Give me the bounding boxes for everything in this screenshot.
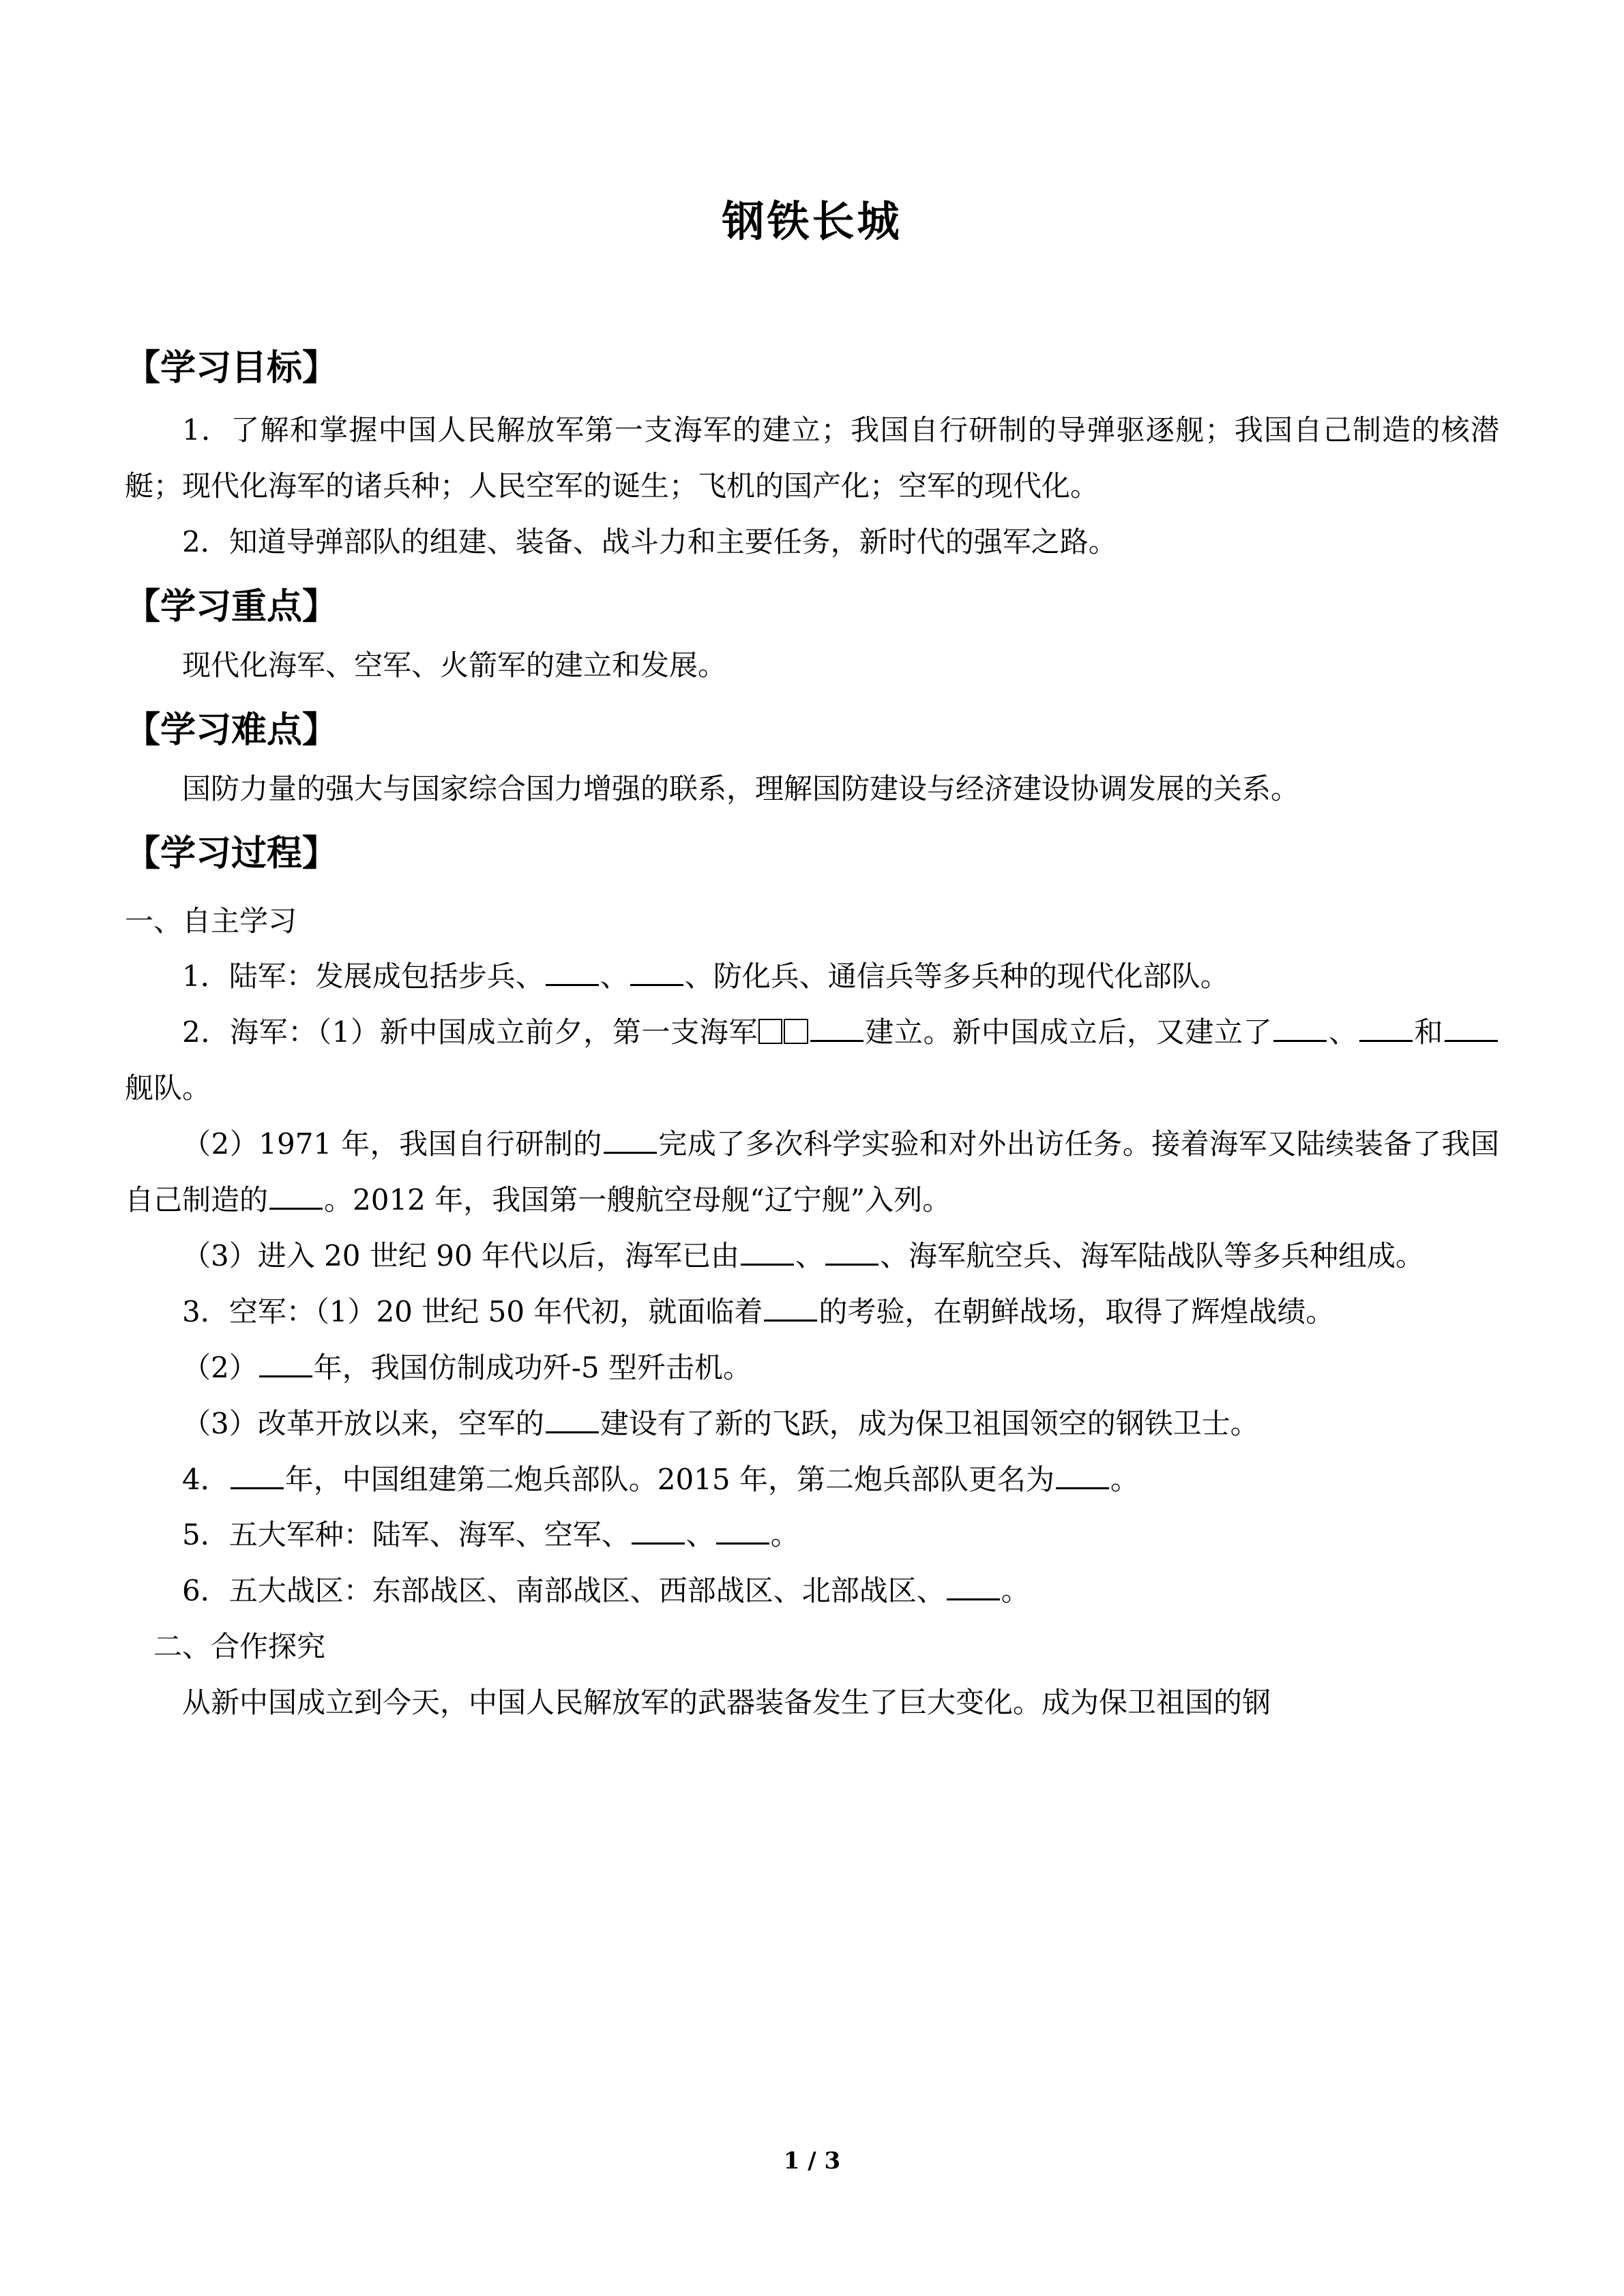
- section-heading-process: 【学习过程】: [125, 833, 338, 875]
- process-item-text: 、: [795, 1238, 825, 1272]
- fill-in-blank[interactable]: [1445, 1009, 1498, 1042]
- difficult-points-body: [125, 751, 1499, 817]
- process-item: [125, 949, 1499, 1004]
- process-item-text: （3）改革开放以来，空军的: [182, 1406, 544, 1440]
- process-item-prefix: 3．: [182, 1294, 229, 1328]
- fill-in-blank[interactable]: [630, 953, 683, 986]
- section-heading-objectives: 【学习目标】: [125, 347, 338, 389]
- process-item-text: 。: [770, 1518, 799, 1552]
- process-item-prefix: 4．: [182, 1462, 229, 1496]
- process-item-text: 海军：（1）新中国成立前夕，第一支海军: [230, 1015, 758, 1049]
- section-heading-key-points: 【学习重点】: [125, 585, 338, 627]
- process-body: [125, 876, 1499, 1731]
- process-item-list: [125, 949, 1499, 1619]
- process-item-text: 五大军种：陆军、海军、空军、: [228, 1518, 630, 1552]
- process-item: [125, 1284, 1499, 1340]
- page-number: 1 / 3: [783, 2147, 841, 2175]
- objective-item-2-text: 知道导弹部队的组建、装备、战斗力和主要任务，新时代的强军之路。: [228, 524, 1117, 558]
- key-points-text: 现代化海军、空军、火箭军的建立和发展。: [182, 648, 727, 682]
- process-item-text: 空军：（1）20 世纪 50 年代初，就面临着: [228, 1294, 763, 1328]
- process-item-text: （3）进入 20 世纪 90 年代以后，海军已由: [182, 1238, 740, 1272]
- difficult-points-text: 国防力量的强大与国家综合国力增强的联系，理解国防建设与经济建设协调发展的关系。: [182, 772, 1300, 806]
- fill-in-blank[interactable]: [741, 1232, 794, 1266]
- process-item: [125, 1116, 1499, 1228]
- process-item-text: 。: [1110, 1462, 1139, 1496]
- process-item-text: 。2012 年，我国第一艘航空母舰“辽宁舰”入列。: [324, 1183, 951, 1217]
- fill-in-blank[interactable]: [546, 1399, 599, 1433]
- fill-in-blank[interactable]: [1273, 1009, 1327, 1042]
- process-item: [125, 1507, 1499, 1563]
- objective-item-2-prefix: 2．: [182, 524, 229, 558]
- process-item-text: 年，中国组建第二炮兵部队。2015 年，第二炮兵部队更名为: [284, 1462, 1054, 1496]
- process-item-text: 的考验，在朝鲜战场，取得了辉煌战绩。: [818, 1294, 1335, 1328]
- process-item: [125, 1563, 1499, 1619]
- process-item: [125, 1396, 1499, 1452]
- fill-in-blank[interactable]: [259, 1344, 312, 1377]
- process-item: [125, 1228, 1499, 1284]
- fill-in-blank[interactable]: [632, 1511, 685, 1545]
- fill-in-blank[interactable]: [546, 953, 599, 986]
- process-item-text: 陆军：发展成包括步兵、: [228, 959, 544, 994]
- objective-item-1-text: 了解和掌握中国人民解放军第一支海军的建立；我国自行研制的导弹驱逐舰；我国自己制造的核潜艇；现代化海军的诸兵种；人民空军的诞生；飞机的国产化；空军的现代化。: [125, 413, 1499, 503]
- key-points-body: [125, 628, 1499, 694]
- process-item-prefix: 1．: [182, 959, 229, 994]
- process-item-text: 、: [1328, 1015, 1358, 1049]
- process-subsection-cooperative: 二、合作探究: [153, 1630, 326, 1664]
- process-item-text: 五大战区：东部战区、南部战区、西部战区、北部战区、: [228, 1574, 945, 1608]
- fill-in-blank[interactable]: [764, 1288, 817, 1322]
- missing-glyph-box: [758, 1019, 782, 1044]
- process-item-prefix: 5．: [182, 1518, 229, 1552]
- fill-in-blank[interactable]: [716, 1511, 769, 1545]
- process-item-text: 和: [1413, 1015, 1443, 1049]
- fill-in-blank[interactable]: [269, 1176, 323, 1210]
- process-item: [125, 1004, 1499, 1116]
- explore-paragraph: 从新中国成立到今天，中国人民解放军的武器装备发生了巨大变化。成为保卫祖国的钢: [182, 1686, 1271, 1720]
- objectives-body: [125, 390, 1499, 570]
- page-title: 钢铁长城: [722, 196, 902, 246]
- objective-item-1: [125, 402, 1499, 514]
- process-item-prefix: 2．: [182, 1015, 231, 1049]
- fill-in-blank[interactable]: [810, 1009, 863, 1042]
- objective-item-2: [125, 514, 1499, 570]
- fill-in-blank[interactable]: [1359, 1009, 1413, 1042]
- process-item-text: 、: [600, 959, 629, 994]
- process-item-text: 年，我国仿制成功歼-5 型歼击机。: [313, 1350, 752, 1384]
- process-item-prefix: 6．: [182, 1574, 229, 1608]
- section-heading-difficult-points: 【学习难点】: [125, 709, 338, 751]
- process-item: [125, 1452, 1499, 1508]
- process-item-text: 。: [1001, 1574, 1030, 1608]
- process-item-text: 建设有了新的飞跃，成为保卫祖国领空的钢铁卫士。: [600, 1406, 1259, 1440]
- process-item-text: （2）1971 年，我国自行研制的: [182, 1127, 602, 1161]
- process-item-text: 、海军航空兵、海军陆战队等多兵种组成。: [880, 1238, 1425, 1272]
- process-item: [125, 1340, 1499, 1396]
- process-item-text: 、: [685, 1518, 715, 1552]
- fill-in-blank[interactable]: [825, 1232, 879, 1266]
- process-item-text: 、防化兵、通信兵等多兵种的现代化部队。: [684, 959, 1229, 994]
- missing-glyph-box: [784, 1019, 808, 1044]
- process-subsection-self-study: 一、自主学习: [125, 904, 297, 938]
- fill-in-blank[interactable]: [604, 1120, 657, 1154]
- process-item-text: 完成了多次科学实验和对外出访任务。接着海军又陆续装备了我国自己制造的: [125, 1127, 1499, 1217]
- objective-item-1-prefix: 1．: [182, 413, 231, 447]
- process-item-text: 建立。新中国成立后，又建立了: [864, 1015, 1273, 1049]
- fill-in-blank[interactable]: [231, 1455, 284, 1489]
- fill-in-blank[interactable]: [947, 1567, 1000, 1600]
- fill-in-blank[interactable]: [1056, 1455, 1109, 1489]
- process-item-text: 舰队。: [125, 1071, 211, 1105]
- process-item-text: （2）: [182, 1350, 258, 1384]
